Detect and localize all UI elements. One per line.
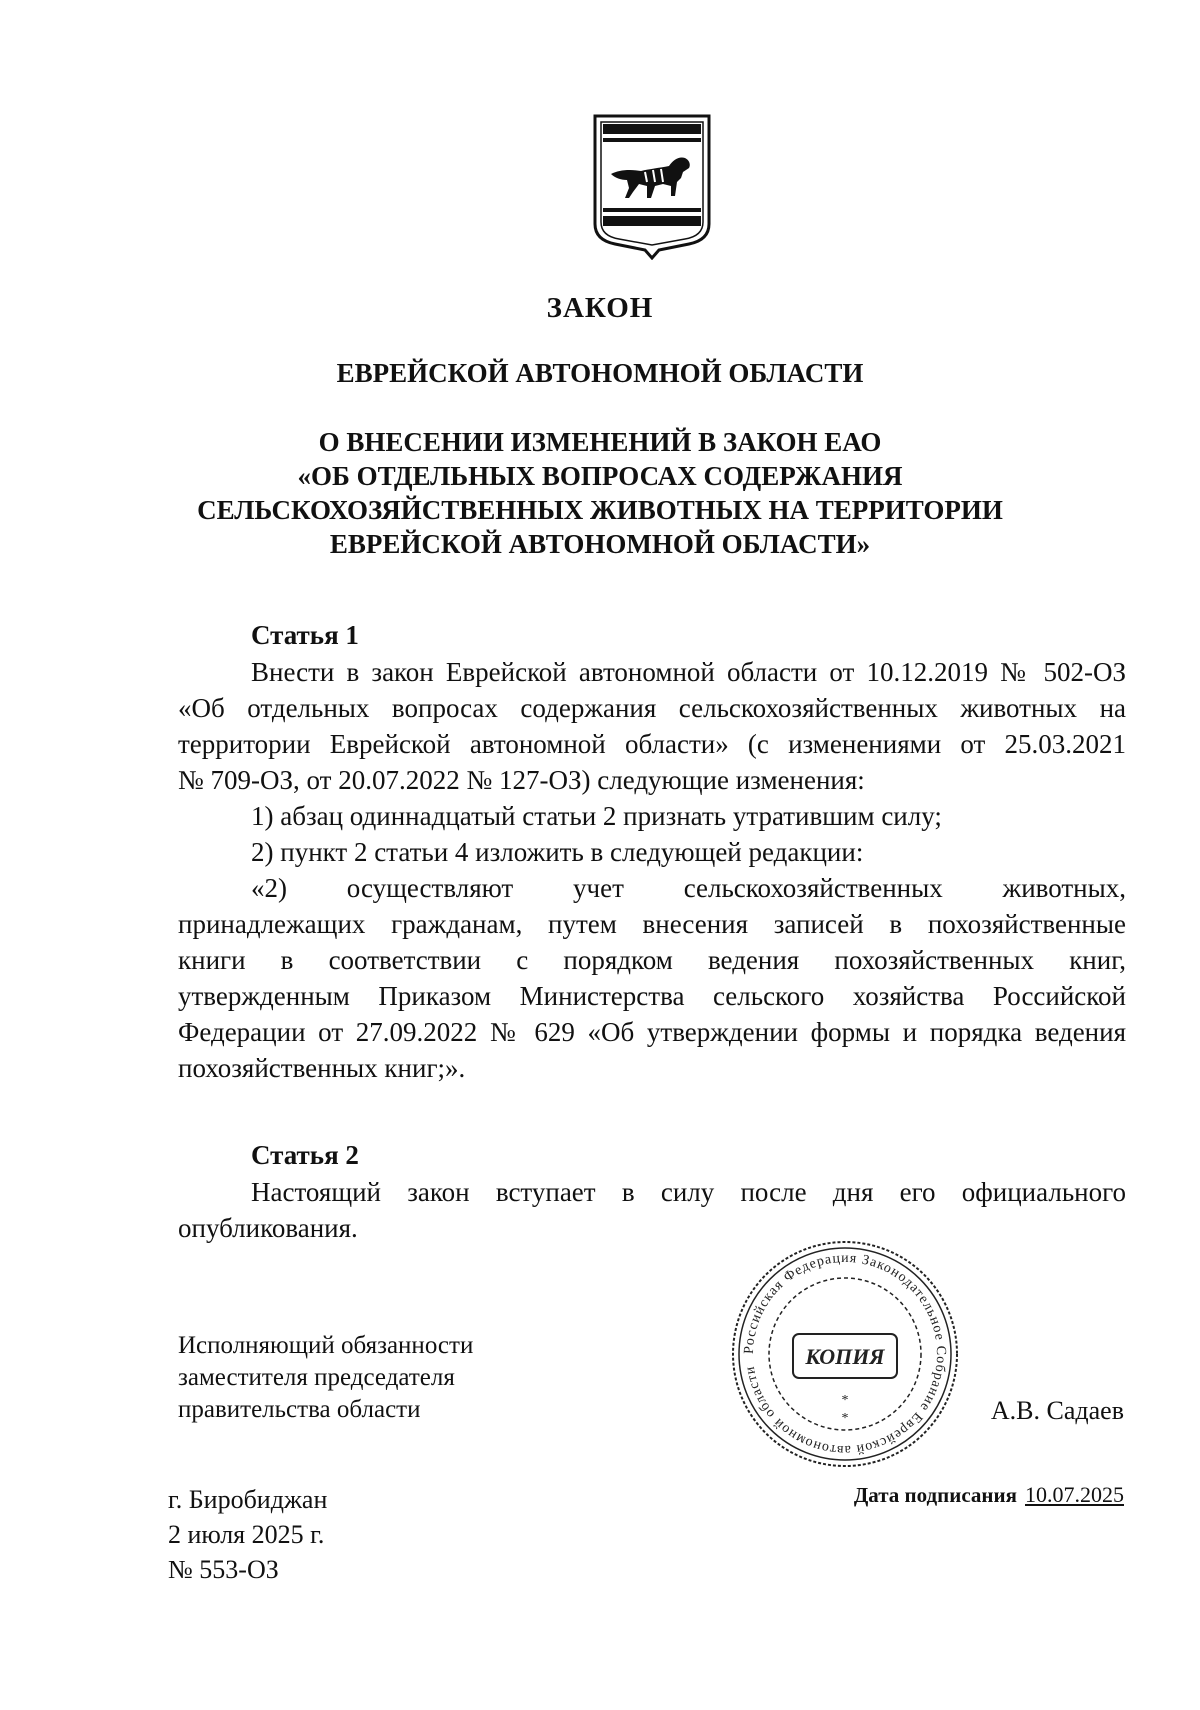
signatory-position <box>178 1330 473 1426</box>
article-2-line: Настоящий закон вступает в силу после дня его официального <box>251 1177 1126 1207</box>
article-2-heading: Статья 2 <box>251 1140 359 1170</box>
law-name <box>0 425 1200 561</box>
quote-line: утвержденным Приказом Министерства сельского хозяйства Российской <box>178 981 1126 1011</box>
footer-city: г. Биробиджан <box>168 1485 328 1514</box>
stamp-ring-text: Российская Федерация Законодательное Собрание Еврейской автономной области <box>741 1250 949 1458</box>
svg-text:*: * <box>841 1393 849 1408</box>
svg-text:*: * <box>841 1411 849 1426</box>
article-1-line: № 709-ОЗ, от 20.07.2022 № 127-ОЗ) следующие изменения: <box>178 765 865 795</box>
article-1-line: территории Еврейской автономной области» (с изменениями от 25.03.2021 <box>178 729 1126 759</box>
article-2-line: опубликования. <box>178 1213 358 1243</box>
position-line: заместителя председателя <box>178 1364 455 1391</box>
quote-line: похозяйственных книг;». <box>178 1053 466 1083</box>
signatory-name: А.В. Садаев <box>990 1396 1124 1425</box>
position-line: правительства области <box>178 1396 421 1423</box>
region-title: ЕВРЕЙСКОЙ АВТОНОМНОЙ ОБЛАСТИ <box>336 358 864 388</box>
law-name-line: О ВНЕСЕНИИ ИЗМЕНЕНИЙ В ЗАКОН ЕАО <box>318 427 882 457</box>
stamp-center-text: КОПИЯ <box>805 1344 885 1369</box>
article-1-item-2: 2) пункт 2 статьи 4 изложить в следующей редакции: <box>251 837 864 867</box>
signing-date-label: Дата подписания <box>853 1483 1017 1507</box>
official-stamp <box>729 1238 961 1470</box>
law-name-line: «ОБ ОТДЕЛЬНЫХ ВОПРОСАХ СОДЕРЖАНИЯ <box>297 461 903 491</box>
document-title: ЗАКОН <box>546 292 654 324</box>
article-1-line: «Об отдельных вопросах содержания сельскохозяйственных животных на <box>178 693 1126 723</box>
document-footer <box>168 1482 327 1587</box>
quote-line: принадлежащих гражданам, путем внесения записей в похозяйственные <box>178 909 1126 939</box>
law-name-line: СЕЛЬСКОХОЗЯЙСТВЕННЫХ ЖИВОТНЫХ НА ТЕРРИТОРИИ <box>197 495 1003 525</box>
signing-date-value: 10.07.2025 <box>1025 1482 1124 1507</box>
quote-line: «2) осуществляют учет сельскохозяйственных животных, <box>251 873 1126 903</box>
quote-line: книги в соответствии с порядком ведения похозяйственных книг, <box>178 945 1126 975</box>
position-line: Исполняющий обязанности <box>178 1332 474 1359</box>
footer-date: 2 июля 2025 г. <box>168 1520 325 1549</box>
article-1-item-1: 1) абзац одиннадцатый статьи 2 признать утратившим силу; <box>251 801 942 831</box>
article-1-body <box>178 654 1126 1086</box>
footer-number: № 553-ОЗ <box>168 1555 279 1584</box>
coat-of-arms-emblem <box>589 112 715 260</box>
law-name-line: ЕВРЕЙСКОЙ АВТОНОМНОЙ ОБЛАСТИ» <box>329 529 871 559</box>
article-2-body <box>178 1174 1126 1246</box>
article-1-line: Внести в закон Еврейской автономной области от 10.12.2019 № 502-ОЗ <box>251 657 1126 687</box>
quote-line: Федерации от 27.09.2022 № 629 «Об утверждении формы и порядка ведения <box>178 1017 1126 1047</box>
signing-date <box>854 1482 1124 1508</box>
article-1-heading: Статья 1 <box>251 620 359 650</box>
